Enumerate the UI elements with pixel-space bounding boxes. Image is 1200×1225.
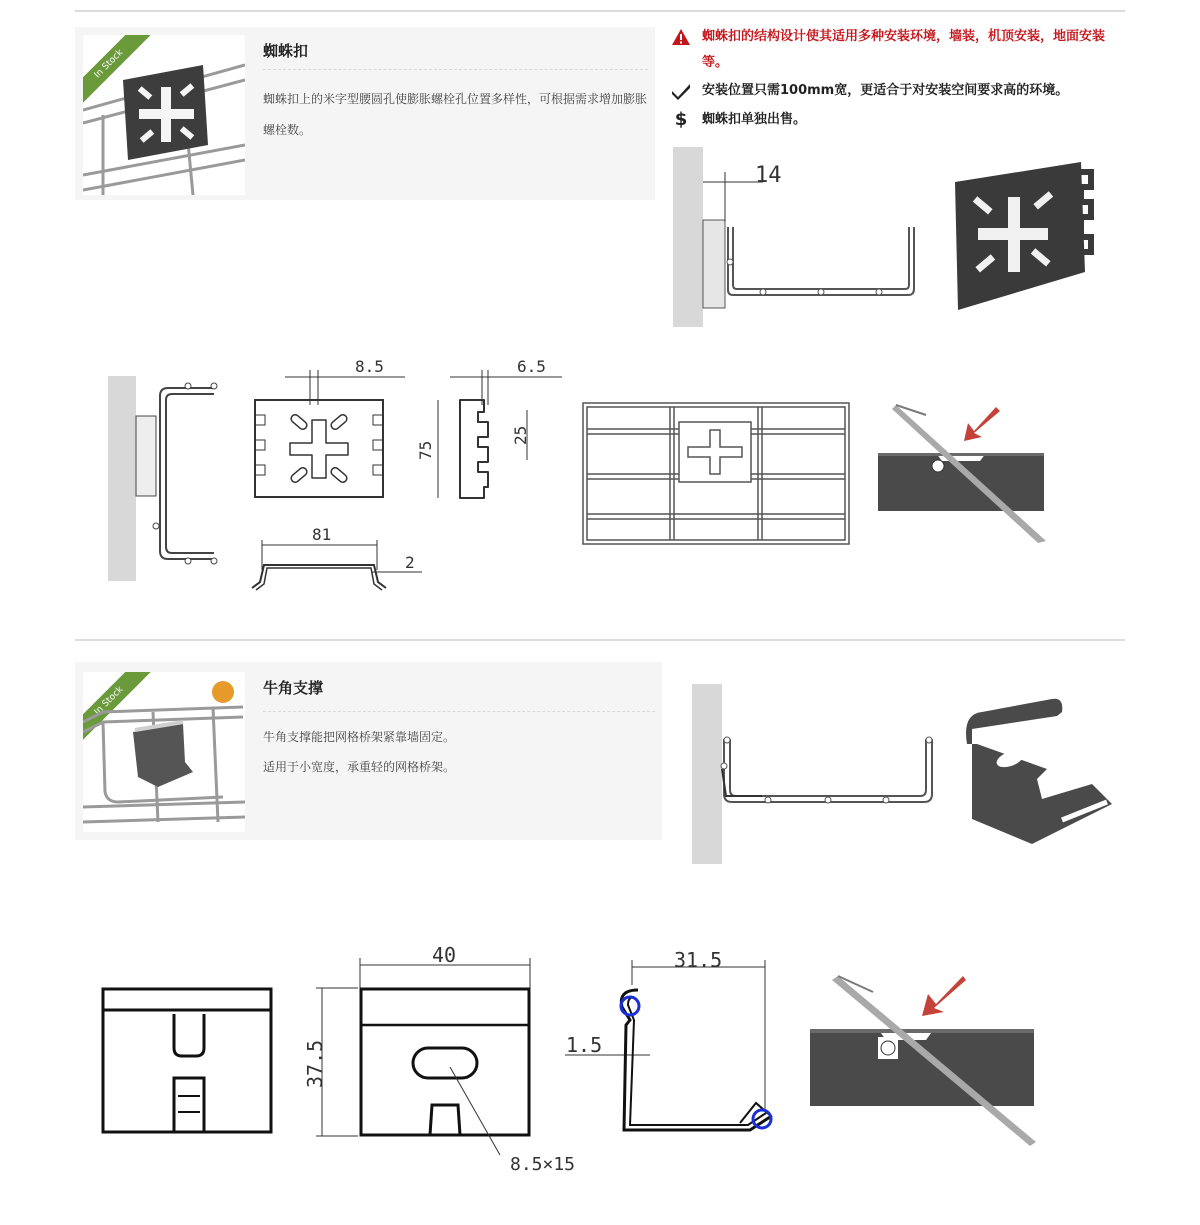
feature-item <box>670 107 1125 133</box>
horn-bracket-dimension-view <box>300 940 576 1175</box>
horn-wall-mount-diagram <box>692 684 1137 864</box>
horn-bracket-profile-view <box>560 945 790 1145</box>
spider-clip-side-view <box>108 376 228 581</box>
feature-text: 蜘蛛扣单独出售。 <box>702 112 807 127</box>
dim-height: 75 <box>416 440 435 460</box>
horn-bracket-front-view <box>102 988 272 1134</box>
product-thumbnail[interactable] <box>83 672 245 832</box>
product-description-line: 牛角支撑能把网格桥架紧靠墙固定。 <box>263 730 456 744</box>
product-description: 蜘蛛扣上的米字型腰圆孔使膨胀螺栓孔位置多样性，可根据需求增加膨胀螺栓数。 <box>263 92 648 137</box>
dim-wall-gap: 14 <box>755 163 782 188</box>
title-separator <box>263 69 648 70</box>
product-card-horn-bracket <box>75 662 662 840</box>
dim-width: 81 <box>312 525 332 544</box>
wall-mount-diagram <box>673 142 1133 327</box>
feature-item <box>670 78 1125 104</box>
in-stock-badge: In Stock <box>83 672 158 750</box>
top-divider <box>75 10 1125 12</box>
feature-text: 安装位置只需100mm宽，更适合于对安装空间要求高的环境。 <box>702 83 1069 98</box>
dim-thickness: 1.5 <box>566 1033 603 1057</box>
title-separator <box>263 711 655 712</box>
dim-slot-pitch: 25 <box>511 425 530 445</box>
pin-detail-view <box>808 972 1038 1147</box>
product-title: 蜘蛛扣 <box>263 42 309 60</box>
dim-height: 37.5 <box>303 1039 327 1088</box>
dim-side-width: 6.5 <box>517 357 546 376</box>
product-description-line: 适用于小宽度，承重轻的网格桥架。 <box>263 760 456 774</box>
feature-text: 蜘蛛扣的结构设计使其适用多种安装环境，墙装，机顶安装，地面安装等。 <box>702 29 1106 70</box>
section-divider <box>75 639 1125 641</box>
spider-clip-photo <box>83 35 245 195</box>
in-stock-badge: In Stock <box>83 35 158 113</box>
spider-clip-front-view <box>250 357 410 495</box>
dim-thickness: 2 <box>405 553 415 572</box>
dim-slot: 8.5×15 <box>510 1154 576 1175</box>
horn-bracket-photo <box>83 672 245 832</box>
spider-clip-profile-view <box>416 357 562 505</box>
spider-clip-bottom-view <box>252 525 432 595</box>
dim-width: 40 <box>432 943 457 967</box>
pin-detail-view <box>876 403 1046 543</box>
mesh-tray-with-clip <box>582 402 852 547</box>
dim-slot-width: 8.5 <box>355 357 384 376</box>
product-card-spider-clip <box>75 27 655 200</box>
product-title: 牛角支撑 <box>263 679 324 697</box>
dollar-icon: $ <box>674 109 688 130</box>
dim-depth: 31.5 <box>674 948 723 972</box>
product-thumbnail[interactable] <box>83 35 245 195</box>
feature-item <box>670 24 1125 76</box>
